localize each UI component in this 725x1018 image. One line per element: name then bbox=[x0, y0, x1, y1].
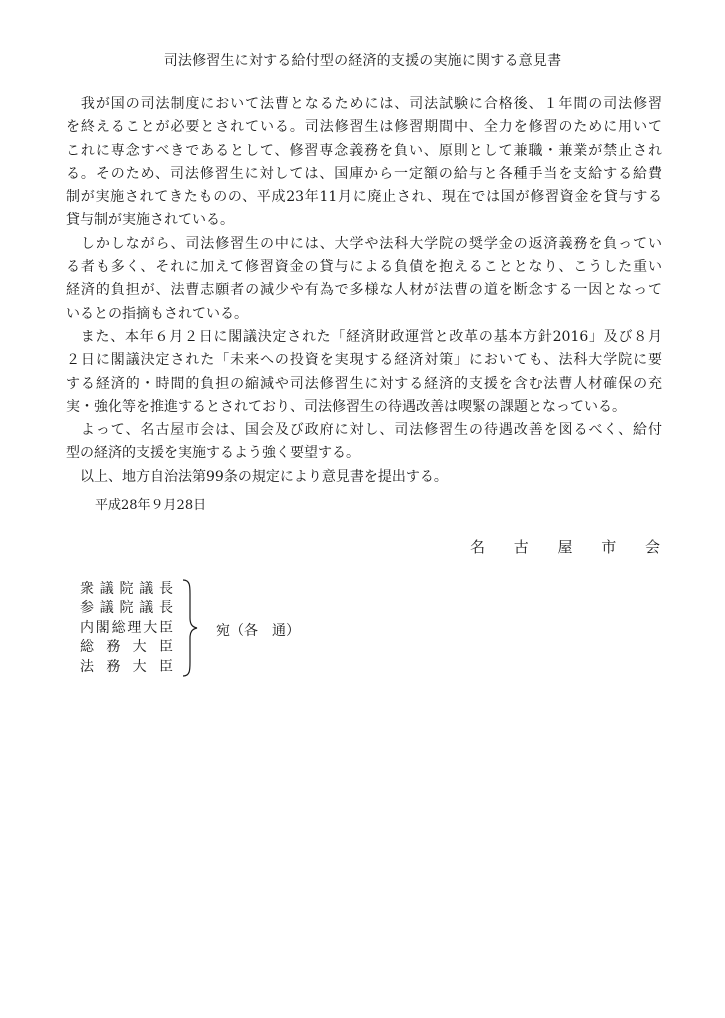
body-line: を終えることが必要とされている。司法修習生は修習期間中、全力を修習のために用いて bbox=[66, 119, 662, 136]
body-line: よって、名古屋市会は、国会及び政府に対し、司法修習生の待遇改善を図るべく、給付 bbox=[66, 422, 662, 439]
body-line: 我が国の司法制度において法曹となるためには、司法試験に合格後、１年間の司法修習 bbox=[66, 96, 662, 112]
addressee-note: 宛（各 通） bbox=[216, 623, 300, 639]
body-line: 以上、地方自治法第99条の規定により意見書を提出する。 bbox=[66, 468, 448, 485]
recipient-list bbox=[80, 580, 173, 677]
body-line: いるとの指摘もされている。 bbox=[66, 305, 248, 322]
recipient-item: 内閣総理大臣 bbox=[80, 619, 173, 636]
recipient-item: 法務大臣 bbox=[80, 658, 173, 675]
body-line: る。そのため、司法修習生に対しては、国庫から一定額の給与と各種手当を支給する給費 bbox=[66, 165, 662, 182]
body-line: 制が実施されてきたものの、平成23年11月に廃止され、現在では国が修習資金を貸与する bbox=[66, 189, 662, 206]
body-line: また、本年６月２日に閣議決定された「経済財政運営と改革の基本方針2016」及び８月 bbox=[66, 328, 662, 345]
body-line: 経済的負担が、法曹志願者の減少や有為で多様な人材が法曹の道を断念する一因となって bbox=[66, 282, 662, 299]
right-brace-icon bbox=[180, 578, 200, 678]
recipient-item: 総務大臣 bbox=[80, 639, 173, 656]
body-line: これに専念すべきであるとして、修習専念義務を負い、原則として兼職・兼業が禁止され bbox=[66, 142, 662, 159]
body-line: る者も多く、それに加えて修習資金の貸与による負債を抱えることとなり、こうした重い bbox=[66, 259, 662, 276]
body-line: 実・強化等を推進するとされており、司法修習生の待遇改善は喫緊の課題となっている。 bbox=[66, 398, 626, 415]
document-body bbox=[66, 93, 662, 489]
body-line: する経済的・時間的負担の縮減や司法修習生に対する経済的支援を含む法曹人材確保の充 bbox=[66, 375, 662, 392]
body-line: ２日に閣議決定された「未来への投資を実現する経済対策」においても、法科大学院に要 bbox=[66, 352, 662, 369]
signer-name: 名古屋市会 bbox=[470, 538, 660, 556]
body-line: 型の経済的支援を実施するよう強く要望する。 bbox=[66, 445, 360, 462]
recipient-item: 衆議院議長 bbox=[80, 581, 173, 597]
document-title: 司法修習生に対する給付型の経済的支援の実施に関する意見書 bbox=[163, 53, 562, 69]
body-line: 貸与制が実施されている。 bbox=[66, 212, 234, 229]
recipient-item: 参議院議長 bbox=[80, 600, 173, 617]
document-date: 平成28年９月28日 bbox=[95, 498, 207, 513]
body-line: しかしながら、司法修習生の中には、大学や法科大学院の奨学金の返済義務を負ってい bbox=[66, 235, 662, 252]
